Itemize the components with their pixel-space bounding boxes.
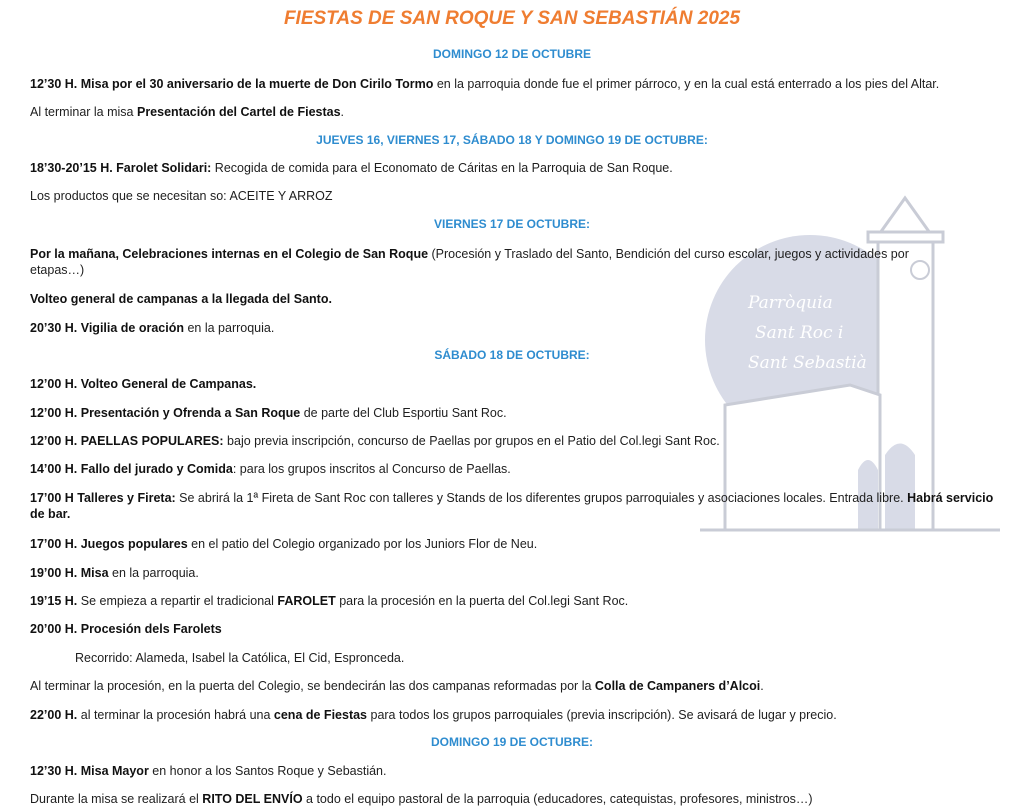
event-bold: 14’00 H. Fallo del jurado y Comida [30,462,233,476]
event-bold: 18’30-20’15 H. Farolet Solidari: [30,161,212,175]
event-item [30,433,990,449]
event-bold: 19’00 H. Misa [30,566,109,580]
event-bold: 12’30 H. Misa por el 30 aniversario de la muerte de Don Cirilo Tormo [30,77,434,91]
event-item [30,291,990,307]
page-title: FIESTAS DE SAN ROQUE Y SAN SEBASTIÁN 2025 [283,8,741,29]
day-heading: JUEVES 16, VIERNES 17, SÁBADO 18 Y DOMINGO 19 DE OCTUBRE: [316,133,708,147]
event-bold: 20’30 H. Vigilia de oración [30,321,184,335]
event-bold: Volteo general de campanas a la llegada del Santo. [30,292,332,306]
event-item [30,678,990,694]
watermark-text-line3: Sant Sebastià [748,353,867,373]
event-text: . [760,679,764,693]
event-text: Se abrirá la 1ª Fireta de Sant Roc con talleres y Stands de los diferentes grupos parroquiales y asociaciones locales. Entrada libre. [175,491,908,505]
event-text: Los productos que se necesitan so: ACEITE Y ARROZ [30,189,333,203]
event-bold: Por la mañana, Celebraciones internas en el Colegio de San Roque [30,247,429,261]
event-bold: 12’00 H. Volteo General de Campanas. [30,377,257,391]
event-bold: 17’00 H. Juegos populares [30,537,188,551]
day-heading: DOMINGO 12 DE OCTUBRE [432,47,591,61]
watermark-text-line2: Sant Roc i [755,323,844,343]
event-text: (Procesión y Traslado del Santo, Bendición del curso escolar, juegos y actividades por etapas…) [30,247,909,277]
event-text: para la procesión en la puerta del Col.legi Sant Roc. [335,594,629,608]
day-heading: VIERNES 17 DE OCTUBRE: [433,217,591,231]
event-item [30,593,990,609]
event-text: Al terminar la misa [30,105,137,119]
event-item [30,791,990,807]
event-text: en honor a los Santos Roque y Sebastián. [148,764,387,778]
event-text: para todos los grupos parroquiales (previa inscripción). Se avisará de lugar y precio. [367,708,837,722]
event-text: Durante la misa se realizará el [30,792,203,806]
event-item [30,104,990,120]
event-bold: 20’00 H. Procesión dels Farolets [30,622,222,636]
event-bold: Habrá servicio de bar. [30,491,994,521]
event-bold: 17’00 H Talleres y Fireta: [30,491,176,505]
procession-route [75,650,1024,666]
event-text: en el patio del Colegio organizado por los Juniors Flor de Neu. [187,537,538,551]
event-text: Recorrido: Alameda, Isabel la Católica, El Cid, Espronceda. [75,651,405,665]
event-item [30,707,990,723]
day-heading: SÁBADO 18 DE OCTUBRE: [434,348,590,362]
event-text: Se empieza a repartir el tradicional [77,594,278,608]
event-item [30,160,990,176]
event-bold: 19’15 H. [30,594,78,608]
event-text: a todo el equipo pastoral de la parroquia (educadores, catequistas, profesores, ministros…) [302,792,813,806]
event-item [30,621,990,637]
event-text: Recogida de comida para el Economato de Cáritas en la Parroquia de San Roque. [211,161,673,175]
event-item [30,376,990,392]
event-text: en la parroquia. [184,321,275,335]
event-bold: 12’00 H. PAELLAS POPULARES: [30,434,224,448]
event-text: . [340,105,345,119]
event-item [30,320,990,336]
event-bold: RITO DEL ENVÍO [202,792,303,806]
event-text: al terminar la procesión habrá una [77,708,274,722]
event-item [30,246,960,278]
event-item [30,565,990,581]
bell-tower-cornice [868,232,943,242]
event-bold: 12’30 H. Misa Mayor [30,764,149,778]
event-bold: Colla de Campaners d’Alcoi [594,679,761,693]
event-bold: 12’00 H. Presentación y Ofrenda a San Roque [30,406,301,420]
watermark-text-line1: Parròquia [748,293,833,313]
event-item [30,490,995,522]
event-text: bajo previa inscripción, concurso de Paellas por grupos en el Patio del Col.legi Sant Roc. [223,434,720,448]
event-item [30,763,990,779]
event-text: en la parroquia donde fue el primer párroco, y en la cual está enterrado a los pies del Altar. [433,77,940,91]
event-bold: Presentación del Cartel de Fiestas [136,105,341,119]
event-item [30,188,990,204]
event-bold: 22’00 H. [30,708,78,722]
event-text: en la parroquia. [108,566,199,580]
event-text: : para los grupos inscritos al Concurso de Paellas. [232,462,511,476]
event-item [30,536,990,552]
day-heading: DOMINGO 19 DE OCTUBRE: [430,735,593,749]
event-text: Al terminar la procesión, en la puerta del Colegio, se bendecirán las dos campanas reformadas por la [30,679,595,693]
event-bold: cena de Fiestas [273,708,368,722]
event-item [30,405,990,421]
event-item [30,461,990,477]
event-item [30,76,990,92]
event-text: de parte del Club Esportiu Sant Roc. [300,406,507,420]
event-bold: FAROLET [277,594,336,608]
